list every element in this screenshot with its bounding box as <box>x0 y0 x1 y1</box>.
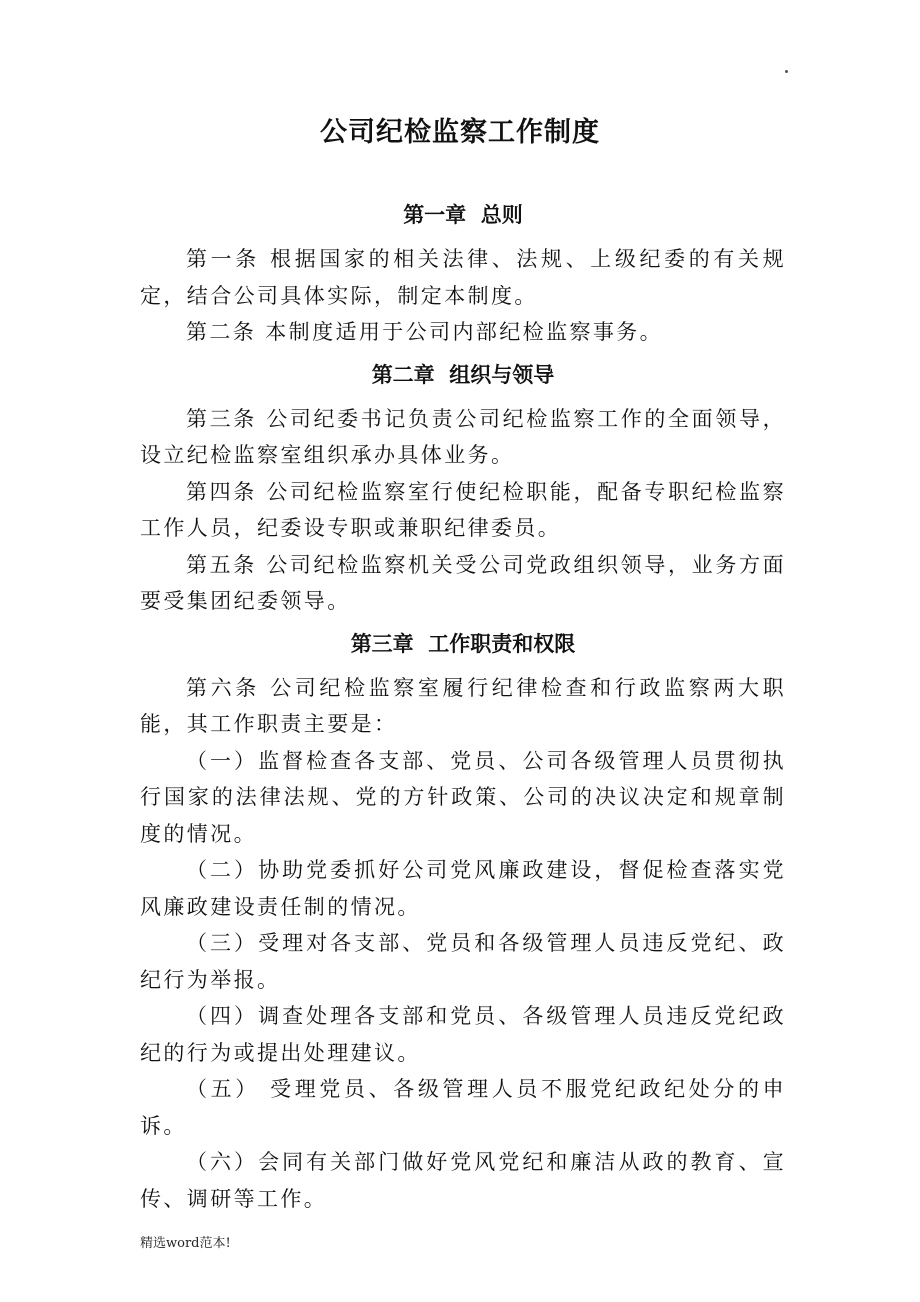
list-item: （四）调查处理各支部和党员、各级管理人员违反党纪政纪的行为或提出处理建议。 <box>140 1004 786 1065</box>
document-body <box>140 197 786 1217</box>
list-item: （三）受理对各支部、党员和各级管理人员违反党纪、政纪行为举报。 <box>140 931 786 992</box>
list-item: （五） 受理党员、各级管理人员不服党纪政纪处分的申诉。 <box>140 1077 786 1138</box>
chapter-heading: 第一章 总则 <box>403 203 523 227</box>
article-paragraph: 第一条 根据国家的相关法律、法规、上级纪委的有关规定，结合公司具体实际，制定本制度。 <box>140 247 786 308</box>
chapter-heading: 第二章 组织与领导 <box>371 362 555 387</box>
list-item: （六）会同有关部门做好党风党纪和廉洁从政的教育、宣传、调研等工作。 <box>140 1150 786 1211</box>
list-item: （一）监督检查各支部、党员、公司各级管理人员贯彻执行国家的法律法规、党的方针政策、公司的决议决定和规章制度的情况。 <box>140 748 786 846</box>
corner-mark <box>785 70 788 73</box>
page-footer: 精选word范本! <box>140 1236 231 1251</box>
article-paragraph: 第二条 本制度适用于公司内部纪检监察事务。 <box>186 320 664 344</box>
article-paragraph: 第三条 公司纪委书记负责公司纪检监察工作的全面领导，设立纪检监察室组织承办具体业务。 <box>140 406 786 467</box>
list-item: （二）协助党委抓好公司党风廉政建设，督促检查落实党风廉政建设责任制的情况。 <box>140 858 786 919</box>
article-paragraph: 第六条 公司纪检监察室履行纪律检查和行政监察两大职能，其工作职责主要是： <box>140 675 786 736</box>
chapter-heading: 第三章 工作职责和权限 <box>350 631 576 656</box>
article-paragraph: 第五条 公司纪检监察机关受公司党政组织领导，业务方面要受集团纪委领导。 <box>140 552 786 613</box>
document-title: 公司纪检监察工作制度 <box>320 117 600 148</box>
article-paragraph: 第四条 公司纪检监察室行使纪检职能，配备专职纪检监察工作人员，纪委设专职或兼职纪律委员。 <box>140 479 786 540</box>
